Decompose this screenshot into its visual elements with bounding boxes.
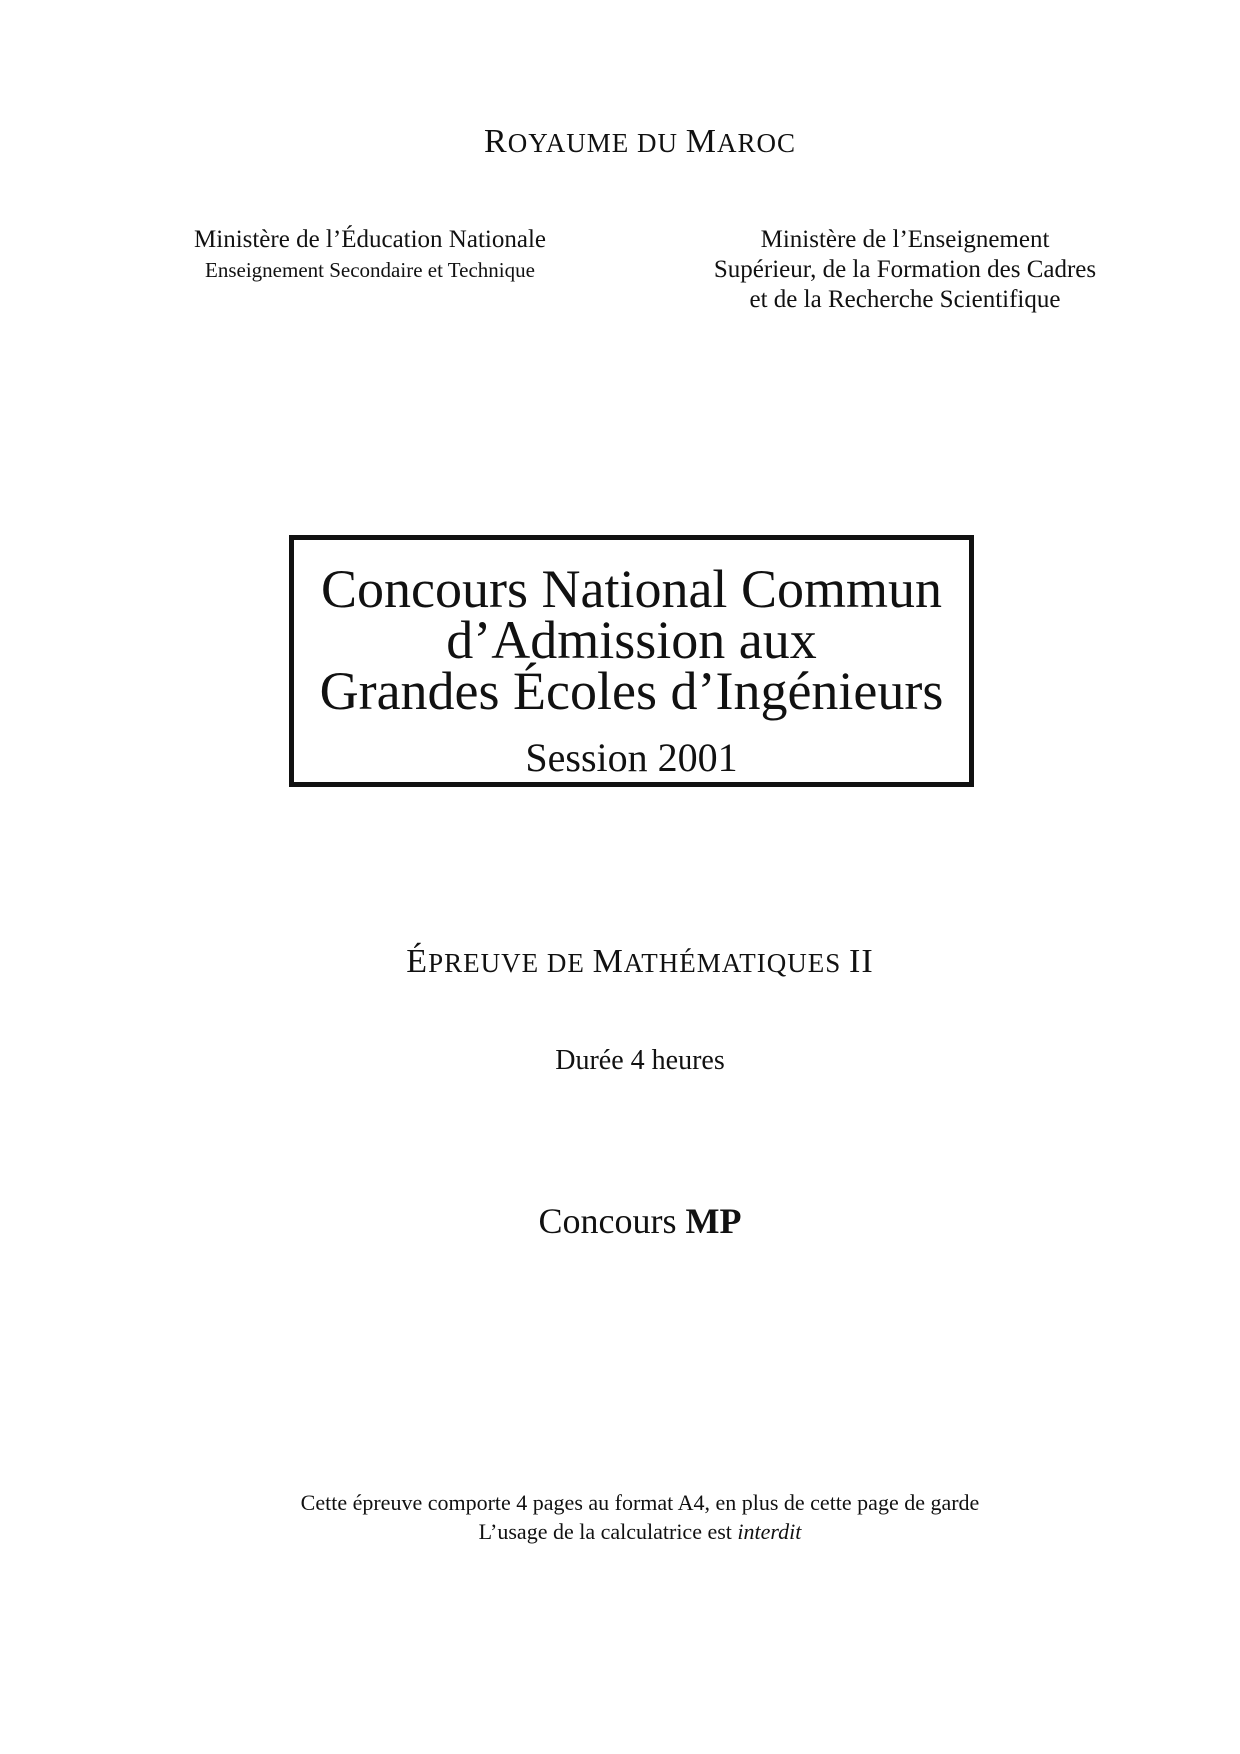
- footer-notes: [0, 1488, 1240, 1546]
- title-lines: [294, 559, 969, 721]
- country-heading: [0, 122, 1240, 163]
- session-year: Session 2001: [525, 735, 738, 780]
- footer-line-calculator: [0, 1517, 1240, 1546]
- ministry-education-subtitle: Enseignement Secondaire et Technique: [205, 258, 535, 282]
- country-rest-royaume: OYAUME DU: [507, 128, 686, 158]
- epreuve-initial-m: M: [592, 943, 624, 980]
- footer-calculator-prefix: L’usage de la calculatrice est: [478, 1519, 738, 1544]
- country-rest-maroc: AROC: [716, 128, 796, 158]
- title-box: [289, 535, 974, 787]
- concours-name: MP: [685, 1201, 742, 1241]
- exam-duration: Durée 4 heures: [555, 1045, 725, 1076]
- ministry-higher-line-3: et de la Recherche Scientifique: [749, 286, 1061, 313]
- epreuve-initial-e: É: [406, 943, 429, 980]
- title-line-3: Grandes Écoles d’Ingénieurs: [319, 661, 944, 721]
- country-initial-r: R: [484, 123, 508, 160]
- epreuve-rest: PREUVE DE: [428, 948, 593, 978]
- ministry-education-name: Ministère de l’Éducation Nationale: [194, 226, 546, 253]
- epreuve-rest-math: ATHÉMATIQUES: [623, 948, 850, 978]
- ministry-higher-line-1: Ministère de l’Enseignement: [760, 226, 1050, 253]
- concours-prefix: Concours: [538, 1201, 686, 1241]
- ministry-higher-education: [675, 225, 1135, 315]
- footer-calculator-emphasis: interdit: [737, 1519, 802, 1544]
- concours-label: [0, 1200, 1240, 1242]
- country-initial-m: M: [685, 123, 717, 160]
- epreuve-suffix: II: [849, 943, 874, 980]
- ministry-education: [170, 225, 570, 285]
- title-line-1: Concours National Commun: [321, 559, 942, 619]
- exam-subject: [0, 942, 1240, 983]
- title-line-2: d’Admission aux: [446, 610, 817, 670]
- footer-line-pages: Cette épreuve comporte 4 pages au format A4, en plus de cette page de garde: [300, 1490, 980, 1515]
- ministry-higher-line-2: Supérieur, de la Formation des Cadres: [713, 256, 1097, 283]
